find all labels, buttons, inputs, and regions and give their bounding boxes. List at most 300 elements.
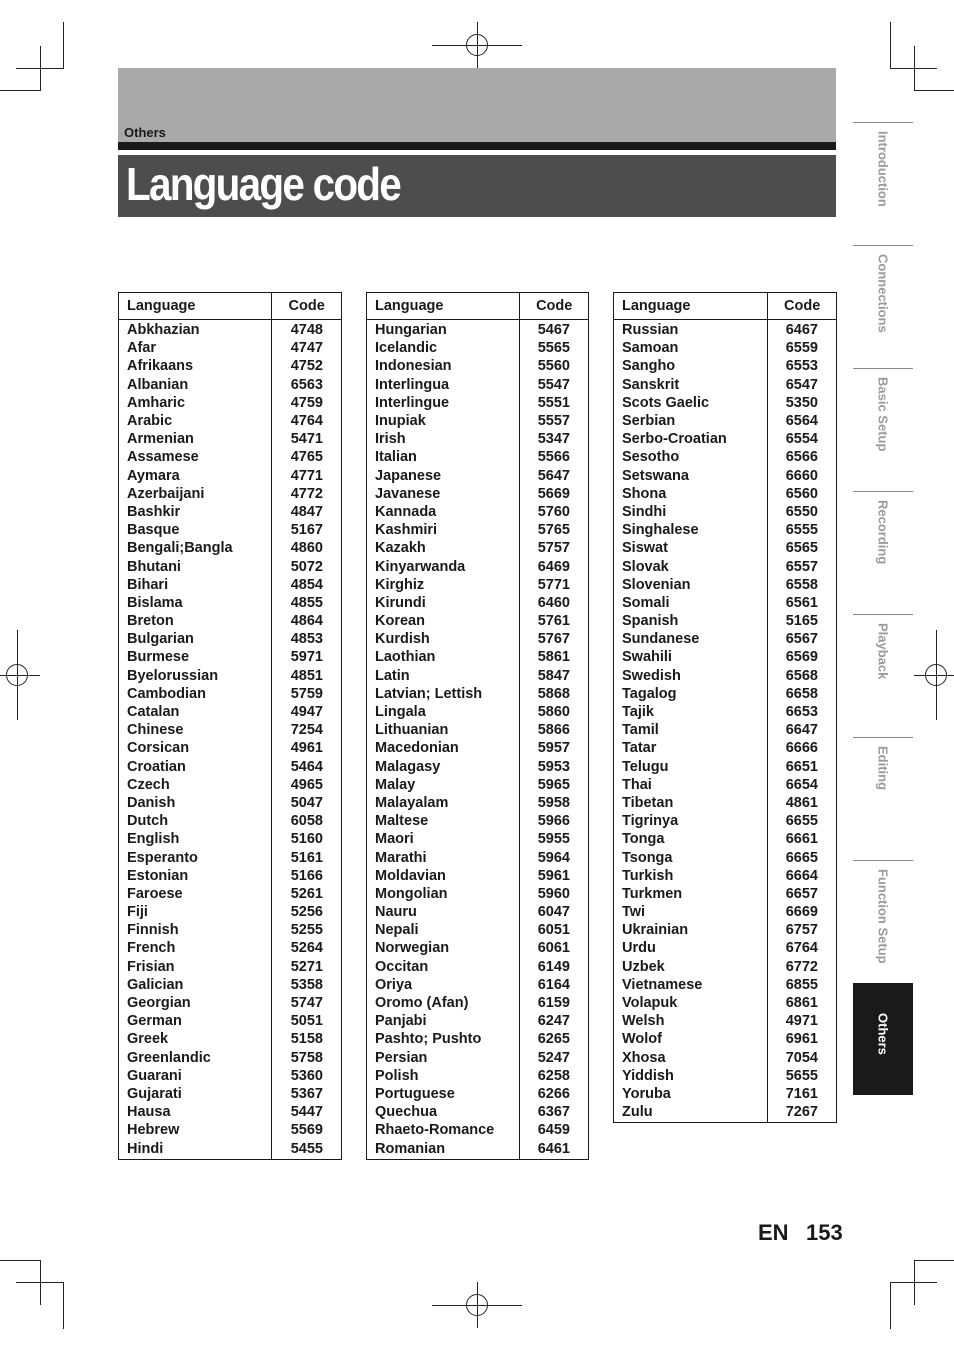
code-cell: 5271 <box>272 958 342 976</box>
code-cell: 6661 <box>768 830 837 848</box>
table-row <box>119 739 342 757</box>
language-cell: Tonga <box>622 831 665 848</box>
language-cell: Kirghiz <box>375 576 425 593</box>
language-cell: Esperanto <box>127 849 198 866</box>
table-row <box>614 776 837 794</box>
language-cell: Inupiak <box>375 413 426 430</box>
code-cell: 5765 <box>520 521 589 539</box>
side-tab-basic-setup[interactable] <box>853 368 913 482</box>
code-cell: 6461 <box>520 1139 589 1159</box>
code-cell: 4961 <box>272 739 342 757</box>
code-cell: 5960 <box>520 885 589 903</box>
table-row <box>119 812 342 830</box>
language-cell: Malagasy <box>375 758 441 775</box>
header-rule <box>118 142 836 150</box>
code-cell: 6058 <box>272 812 342 830</box>
page-title: Language code <box>126 158 401 210</box>
code-cell: 6651 <box>768 758 837 776</box>
header-band <box>118 68 836 143</box>
table-row <box>614 594 837 612</box>
language-cell: Bhutani <box>127 558 181 575</box>
language-cell: Wolof <box>622 1031 662 1048</box>
table-row <box>119 1030 342 1048</box>
table-row <box>119 376 342 394</box>
code-cell: 6547 <box>768 376 837 394</box>
language-cell: Kinyarwanda <box>375 558 466 575</box>
table-row <box>119 630 342 648</box>
code-cell: 5966 <box>520 812 589 830</box>
code-cell: 6655 <box>768 812 837 830</box>
table-row <box>367 485 589 503</box>
language-cell: Swedish <box>622 667 681 684</box>
language-cell: Hungarian <box>375 322 447 339</box>
table-row <box>119 612 342 630</box>
table-row <box>119 885 342 903</box>
code-cell: 4947 <box>272 703 342 721</box>
language-cell: Ukrainian <box>622 922 689 939</box>
language-cell: Breton <box>127 613 174 630</box>
code-cell: 5767 <box>520 630 589 648</box>
code-cell: 6467 <box>768 320 837 340</box>
section-label: Others <box>124 125 166 140</box>
table-row <box>367 848 589 866</box>
code-cell: 5669 <box>520 485 589 503</box>
table-row <box>614 739 837 757</box>
code-cell: 5350 <box>768 394 837 412</box>
language-cell: Interlingue <box>375 394 450 411</box>
language-cell: Samoan <box>622 340 679 357</box>
language-cell: Bislama <box>127 594 183 611</box>
side-tab-label: Connections <box>875 254 891 333</box>
table-row <box>119 557 342 575</box>
language-cell: Dutch <box>127 813 169 830</box>
table-row <box>367 739 589 757</box>
code-cell: 7054 <box>768 1049 837 1067</box>
code-cell: 6266 <box>520 1085 589 1103</box>
code-cell: 5647 <box>520 467 589 485</box>
table-row <box>119 1012 342 1030</box>
table-row <box>614 320 837 340</box>
language-cell: Tamil <box>622 722 659 739</box>
code-cell: 6757 <box>768 921 837 939</box>
table-row <box>614 848 837 866</box>
language-cell: Tatar <box>622 740 657 757</box>
table-row <box>119 430 342 448</box>
table-row <box>614 412 837 430</box>
table-row <box>614 830 837 848</box>
language-cell: Sindhi <box>622 503 667 520</box>
table-row <box>614 685 837 703</box>
table-row <box>367 539 589 557</box>
code-cell: 6553 <box>768 357 837 375</box>
language-cell: Occitan <box>375 958 429 975</box>
language-cell: Fiji <box>127 904 148 921</box>
table-row <box>614 467 837 485</box>
language-cell: Greek <box>127 1031 169 1048</box>
table-row <box>119 485 342 503</box>
code-cell: 4851 <box>272 667 342 685</box>
language-cell: Mongolian <box>375 885 448 902</box>
language-cell: Arabic <box>127 413 173 430</box>
code-cell: 5964 <box>520 848 589 866</box>
language-cell: Irish <box>375 431 406 448</box>
code-cell: 6566 <box>768 448 837 466</box>
table-row <box>614 794 837 812</box>
table-row <box>367 921 589 939</box>
code-cell: 6051 <box>520 921 589 939</box>
table-row <box>367 339 589 357</box>
table-row <box>614 1085 837 1103</box>
language-cell: Latvian; Lettish <box>375 685 483 702</box>
language-cell: Russian <box>622 322 679 339</box>
side-tab-others[interactable] <box>853 983 913 1095</box>
code-cell: 5247 <box>520 1049 589 1067</box>
table-row <box>367 357 589 375</box>
code-cell: 6658 <box>768 685 837 703</box>
code-cell: 6666 <box>768 739 837 757</box>
language-column-header: Language <box>119 293 272 320</box>
language-cell: Xhosa <box>622 1049 666 1066</box>
code-cell: 4864 <box>272 612 342 630</box>
side-tab-editing[interactable] <box>853 737 913 851</box>
language-cell: Croatian <box>127 758 186 775</box>
table-row <box>614 1049 837 1067</box>
code-cell: 6559 <box>768 339 837 357</box>
code-cell: 6561 <box>768 594 837 612</box>
table-row <box>367 394 589 412</box>
language-cell: Finnish <box>127 922 179 939</box>
language-cell: Abkhazian <box>127 322 200 339</box>
table-row <box>367 867 589 885</box>
language-cell: Kirundi <box>375 594 426 611</box>
language-cell: Italian <box>375 449 417 466</box>
code-cell: 7267 <box>768 1103 837 1123</box>
code-cell: 6159 <box>520 994 589 1012</box>
code-cell: 6564 <box>768 412 837 430</box>
language-cell: Greenlandic <box>127 1049 211 1066</box>
side-tab-connections[interactable] <box>853 245 913 359</box>
code-cell: 6764 <box>768 939 837 957</box>
code-cell: 6569 <box>768 648 837 666</box>
language-cell: Urdu <box>622 940 656 957</box>
table-row <box>614 1067 837 1085</box>
code-cell: 4772 <box>272 485 342 503</box>
code-column-header: Code <box>520 293 589 320</box>
table-row <box>119 648 342 666</box>
code-cell: 5868 <box>520 685 589 703</box>
table-row <box>614 867 837 885</box>
code-cell: 5158 <box>272 1030 342 1048</box>
code-cell: 5761 <box>520 612 589 630</box>
language-cell: Afrikaans <box>127 358 194 375</box>
code-cell: 5771 <box>520 576 589 594</box>
table-row <box>119 1139 342 1159</box>
side-tab-label: Basic Setup <box>875 377 891 452</box>
code-cell: 6247 <box>520 1012 589 1030</box>
code-cell: 5971 <box>272 648 342 666</box>
code-cell: 5264 <box>272 939 342 957</box>
side-tab-label: Editing <box>875 746 891 791</box>
code-cell: 5471 <box>272 430 342 448</box>
code-cell: 5072 <box>272 557 342 575</box>
language-cell: Burmese <box>127 649 190 666</box>
code-cell: 6047 <box>520 903 589 921</box>
language-cell: Sundanese <box>622 631 700 648</box>
language-cell: Tigrinya <box>622 813 679 830</box>
code-cell: 5051 <box>272 1012 342 1030</box>
table-row <box>614 976 837 994</box>
table-row <box>119 448 342 466</box>
language-cell: German <box>127 1013 182 1030</box>
language-cell: Guarani <box>127 1067 182 1084</box>
table-row <box>367 794 589 812</box>
code-cell: 4860 <box>272 539 342 557</box>
table-row <box>119 776 342 794</box>
table-row <box>614 1030 837 1048</box>
table-row <box>119 521 342 539</box>
table-row <box>367 521 589 539</box>
code-cell: 4765 <box>272 448 342 466</box>
table-row <box>119 1067 342 1085</box>
language-cell: Faroese <box>127 885 183 902</box>
language-cell: Serbian <box>622 413 676 430</box>
table-row <box>367 885 589 903</box>
side-tab-label: Function Setup <box>875 869 891 964</box>
code-cell: 6961 <box>768 1030 837 1048</box>
table-row <box>614 557 837 575</box>
table-row <box>614 394 837 412</box>
language-cell: Nauru <box>375 904 417 921</box>
page-language-code: EN <box>758 1220 789 1245</box>
code-cell: 5955 <box>520 830 589 848</box>
table-row <box>614 503 837 521</box>
language-cell: Kurdish <box>375 631 430 648</box>
language-cell: Shona <box>622 485 667 502</box>
language-cell: Estonian <box>127 867 189 884</box>
language-cell: Welsh <box>622 1013 665 1030</box>
language-cell: Swahili <box>622 649 672 666</box>
language-cell: Interlingua <box>375 376 450 393</box>
language-cell: Twi <box>622 904 646 921</box>
code-cell: 6654 <box>768 776 837 794</box>
language-cell: Sanskrit <box>622 376 680 393</box>
code-cell: 6653 <box>768 703 837 721</box>
language-cell: Moldavian <box>375 867 446 884</box>
table-row <box>119 758 342 776</box>
language-column-header: Language <box>614 293 768 320</box>
code-cell: 5760 <box>520 503 589 521</box>
language-cell: Bulgarian <box>127 631 194 648</box>
code-cell: 6460 <box>520 594 589 612</box>
table-row <box>119 848 342 866</box>
table-row <box>367 320 589 340</box>
code-cell: 5861 <box>520 648 589 666</box>
language-cell: Turkish <box>622 867 674 884</box>
table-row <box>614 667 837 685</box>
code-cell: 6560 <box>768 485 837 503</box>
code-cell: 5866 <box>520 721 589 739</box>
table-row <box>367 994 589 1012</box>
code-cell: 5747 <box>272 994 342 1012</box>
table-row <box>119 1085 342 1103</box>
language-cell: Zulu <box>622 1104 653 1121</box>
table-row <box>614 630 837 648</box>
table-row <box>367 903 589 921</box>
code-cell: 6657 <box>768 885 837 903</box>
code-cell: 6558 <box>768 576 837 594</box>
table-row <box>367 448 589 466</box>
language-cell: Armenian <box>127 431 194 448</box>
code-cell: 4759 <box>272 394 342 412</box>
code-cell: 5160 <box>272 830 342 848</box>
table-row <box>614 721 837 739</box>
table-row <box>367 1030 589 1048</box>
language-cell: Albanian <box>127 376 189 393</box>
code-cell: 5566 <box>520 448 589 466</box>
table-row <box>367 1103 589 1121</box>
table-row <box>119 394 342 412</box>
code-cell: 6550 <box>768 503 837 521</box>
code-cell: 6459 <box>520 1121 589 1139</box>
language-cell: Kannada <box>375 503 437 520</box>
language-cell: Oriya <box>375 976 413 993</box>
table-row <box>119 939 342 957</box>
language-cell: Norwegian <box>375 940 450 957</box>
language-cell: Azerbaijani <box>127 485 205 502</box>
language-cell: Catalan <box>127 704 180 721</box>
code-cell: 4747 <box>272 339 342 357</box>
table-row <box>367 830 589 848</box>
table-row <box>119 667 342 685</box>
table-row <box>614 521 837 539</box>
table-row <box>119 320 342 340</box>
code-cell: 5347 <box>520 430 589 448</box>
table-row <box>367 939 589 957</box>
language-cell: Turkmen <box>622 885 683 902</box>
table-row <box>367 430 589 448</box>
language-cell: Somali <box>622 594 670 611</box>
language-cell: Nepali <box>375 922 419 939</box>
side-tab-function-setup[interactable] <box>853 860 913 974</box>
language-cell: Hausa <box>127 1104 171 1121</box>
language-cell: Laothian <box>375 649 436 666</box>
language-cell: Indonesian <box>375 358 452 375</box>
code-cell: 6665 <box>768 848 837 866</box>
code-cell: 5759 <box>272 685 342 703</box>
language-cell: Chinese <box>127 722 184 739</box>
language-cell: Spanish <box>622 613 679 630</box>
code-cell: 7254 <box>272 721 342 739</box>
table-row <box>367 958 589 976</box>
table-row <box>367 503 589 521</box>
language-cell: Icelandic <box>375 340 438 357</box>
table-row <box>614 612 837 630</box>
language-cell: Tagalog <box>622 685 677 702</box>
language-cell: English <box>127 831 180 848</box>
code-cell: 6647 <box>768 721 837 739</box>
language-cell: Polish <box>375 1067 419 1084</box>
code-cell: 6367 <box>520 1103 589 1121</box>
side-tab-playback[interactable] <box>853 614 913 728</box>
table-row <box>614 1012 837 1030</box>
code-cell: 5047 <box>272 794 342 812</box>
code-cell: 4855 <box>272 594 342 612</box>
language-cell: Slovak <box>622 558 669 575</box>
table-row <box>367 557 589 575</box>
side-tab-recording[interactable] <box>853 491 913 605</box>
code-column-header: Code <box>272 293 342 320</box>
table-row <box>367 1012 589 1030</box>
code-cell: 5961 <box>520 867 589 885</box>
table-row <box>119 357 342 375</box>
language-cell: Scots Gaelic <box>622 394 710 411</box>
table-row <box>367 467 589 485</box>
language-cell: Japanese <box>375 467 442 484</box>
table-row <box>614 448 837 466</box>
table-row <box>367 594 589 612</box>
code-cell: 4752 <box>272 357 342 375</box>
code-cell: 4771 <box>272 467 342 485</box>
table-row <box>119 339 342 357</box>
code-cell: 5165 <box>768 612 837 630</box>
code-cell: 5167 <box>272 521 342 539</box>
language-cell: Bengali;Bangla <box>127 540 233 557</box>
language-cell: Afar <box>127 340 157 357</box>
language-cell: Telugu <box>622 758 669 775</box>
code-cell: 5166 <box>272 867 342 885</box>
table-row <box>367 721 589 739</box>
language-cell: Czech <box>127 776 170 793</box>
language-cell: Korean <box>375 613 425 630</box>
code-cell: 6568 <box>768 667 837 685</box>
table-row <box>614 994 837 1012</box>
side-tab-label: Playback <box>875 623 891 680</box>
table-row <box>367 412 589 430</box>
code-cell: 5655 <box>768 1067 837 1085</box>
table-row <box>367 812 589 830</box>
table-row <box>119 1121 342 1139</box>
language-cell: Bashkir <box>127 503 181 520</box>
table-row <box>614 903 837 921</box>
language-cell: Amharic <box>127 394 186 411</box>
code-cell: 5557 <box>520 412 589 430</box>
table-row <box>119 867 342 885</box>
language-cell: Oromo (Afan) <box>375 995 469 1012</box>
code-cell: 6258 <box>520 1067 589 1085</box>
code-cell: 6772 <box>768 958 837 976</box>
language-cell: Danish <box>127 794 176 811</box>
side-tab-introduction[interactable] <box>853 122 913 236</box>
table-row <box>614 703 837 721</box>
code-cell: 6855 <box>768 976 837 994</box>
table-row <box>119 921 342 939</box>
language-cell: Setswana <box>622 467 689 484</box>
code-cell: 4847 <box>272 503 342 521</box>
language-cell: Siswat <box>622 540 668 557</box>
code-cell: 4971 <box>768 1012 837 1030</box>
language-cell: Hebrew <box>127 1122 180 1139</box>
code-cell: 5360 <box>272 1067 342 1085</box>
language-cell: Marathi <box>375 849 427 866</box>
table-row <box>614 648 837 666</box>
code-cell: 5464 <box>272 758 342 776</box>
code-cell: 5569 <box>272 1121 342 1139</box>
table-row <box>614 758 837 776</box>
table-row <box>119 976 342 994</box>
language-cell: Yiddish <box>622 1067 674 1084</box>
table-row <box>614 430 837 448</box>
code-column-header: Code <box>768 293 837 320</box>
